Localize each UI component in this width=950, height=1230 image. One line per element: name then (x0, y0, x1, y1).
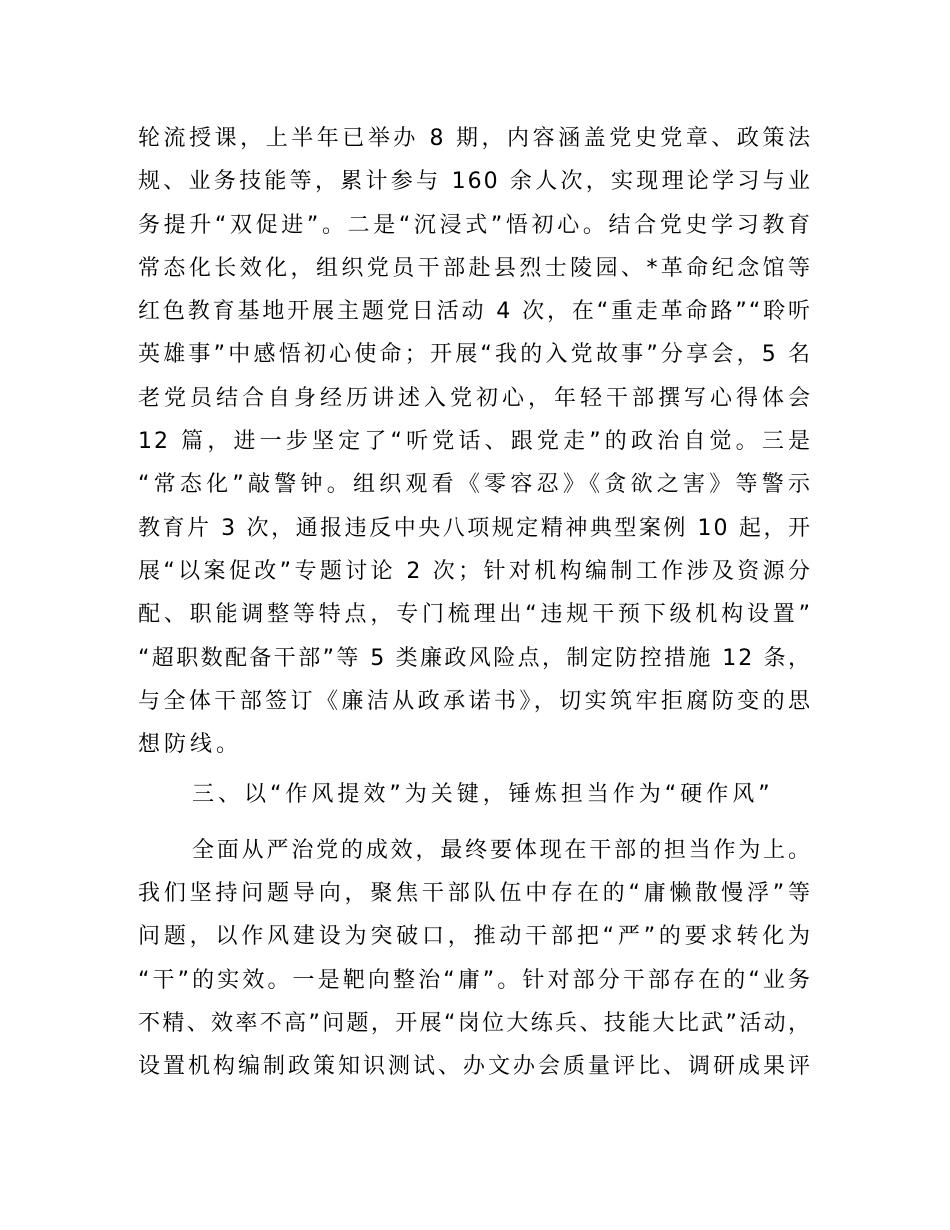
paragraph-continued (138, 117, 812, 766)
section-heading: 三、以“作风提效”为关键，锤炼担当作为“硬作风” (192, 782, 774, 808)
body-line: 展“以案促改”专题讨论 2 次；针对机构编制工作涉及资源分 (138, 558, 812, 584)
body-line: 老党员结合自身经历讲述入党初心，年轻干部撰写心得体会 (138, 385, 812, 411)
body-line: “干”的实效。一是靶向整治“庸”。针对部分干部存在的“业务 (138, 967, 812, 993)
body-line: “常态化”敲警钟。组织观看《零容忍》《贪欲之害》等警示 (138, 472, 812, 498)
body-line: 教育片 3 次，通报违反中央八项规定精神典型案例 10 起，开 (138, 515, 812, 541)
body-line: 12 篇，进一步坚定了“听党话、跟党走”的政治自觉。三是 (138, 429, 812, 455)
body-line: “超职数配备干部”等 5 类廉政风险点，制定防控措施 12 条， (138, 645, 812, 671)
paragraph-section-three (138, 829, 812, 1089)
body-line: 规、业务技能等，累计参与 160 余人次，实现理论学习与业 (138, 169, 812, 195)
body-line: 务提升“双促进”。二是“沉浸式”悟初心。结合党史学习教育 (138, 212, 812, 238)
body-line: 与全体干部签订《廉洁从政承诺书》，切实筑牢拒腐防变的思 (138, 688, 812, 714)
body-line: 设置机构编制政策知识测试、办文办会质量评比、调研成果评 (138, 1054, 812, 1080)
body-line: 全面从严治党的成效，最终要体现在干部的担当作为上。 (192, 837, 812, 863)
body-line: 英雄事”中感悟初心使命；开展“我的入党故事”分享会，5 名 (138, 342, 812, 368)
body-line: 配、职能调整等特点，专门梳理出“违规干预下级机构设置” (138, 602, 812, 628)
body-line: 常态化长效化，组织党员干部赴县烈士陵园、*革命纪念馆等 (138, 255, 812, 281)
body-line: 不精、效率不高”问题，开展“岗位大练兵、技能大比武”活动， (138, 1010, 812, 1036)
body-line: 红色教育基地开展主题党日活动 4 次，在“重走革命路”“聆听 (138, 299, 812, 325)
body-line: 想防线。 (138, 732, 243, 758)
body-line: 我们坚持问题导向，聚焦干部队伍中存在的“庸懒散慢浮”等 (138, 881, 812, 907)
body-line: 轮流授课，上半年已举办 8 期，内容涵盖党史党章、政策法 (138, 126, 812, 151)
body-line: 问题，以作风建设为突破口，推动干部把“严”的要求转化为 (138, 924, 812, 950)
